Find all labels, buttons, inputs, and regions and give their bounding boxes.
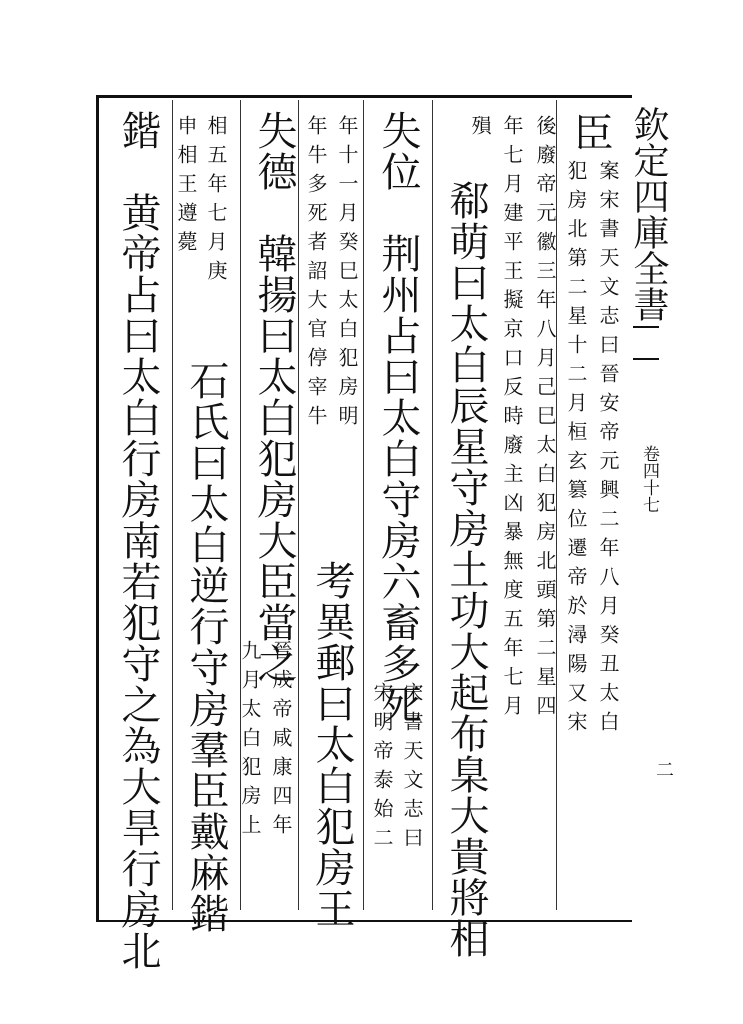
- text-column: 郗萌曰太白辰星守房土功大起布臬大貴將相: [443, 180, 489, 959]
- margin-book-title: 欽定四庫全書: [628, 106, 669, 322]
- text-column: 臣: [567, 112, 613, 153]
- text-column: 宋明帝泰始二: [370, 682, 394, 856]
- text-column: 殞: [468, 115, 492, 144]
- margin-page-number: 二: [653, 760, 674, 778]
- text-column: 鍇 黄帝占曰太白行房南若犯守之為大旱行房北: [115, 110, 161, 971]
- fish-tail-mark: [633, 326, 659, 360]
- column-divider: [172, 100, 173, 910]
- text-column: 相五年七月庚: [204, 115, 228, 289]
- text-column: 申相王遵薨: [174, 115, 198, 260]
- text-column: 年牛多死者詔大官停宰牛: [304, 115, 328, 434]
- margin-volume-label: 卷四十七: [639, 445, 659, 513]
- text-column: 石氏曰太白逆行守房羣臣戴麻鍇: [183, 360, 229, 934]
- text-column: 失位 荆州占曰太白守房六畜多死: [375, 110, 421, 725]
- text-column: 年十一月癸巳太白犯房明: [335, 115, 359, 434]
- column-divider: [363, 100, 364, 910]
- text-column: 九月太白犯房上: [238, 640, 262, 843]
- text-column: 案宋書天文志曰晉安帝元興二年八月癸丑太白: [596, 160, 620, 740]
- text-column: 晉成帝咸康四年: [269, 640, 293, 843]
- text-column: 宋書天文志曰: [400, 682, 424, 856]
- column-divider: [298, 100, 299, 910]
- text-column: 後廢帝元徽三年八月己巳太白犯房北頭第二星四: [533, 115, 557, 724]
- text-column: 失德 韓揚曰太白犯房大臣當之: [251, 110, 297, 684]
- text-column: 年七月建平王擬京口反時廢主凶暴無度五年七月: [500, 115, 524, 724]
- column-divider: [432, 100, 433, 910]
- text-column: 犯房北第二星十二月桓玄篡位遷帝於潯陽又宋: [564, 160, 588, 740]
- text-column: 考異郵曰太白犯房王: [309, 560, 355, 929]
